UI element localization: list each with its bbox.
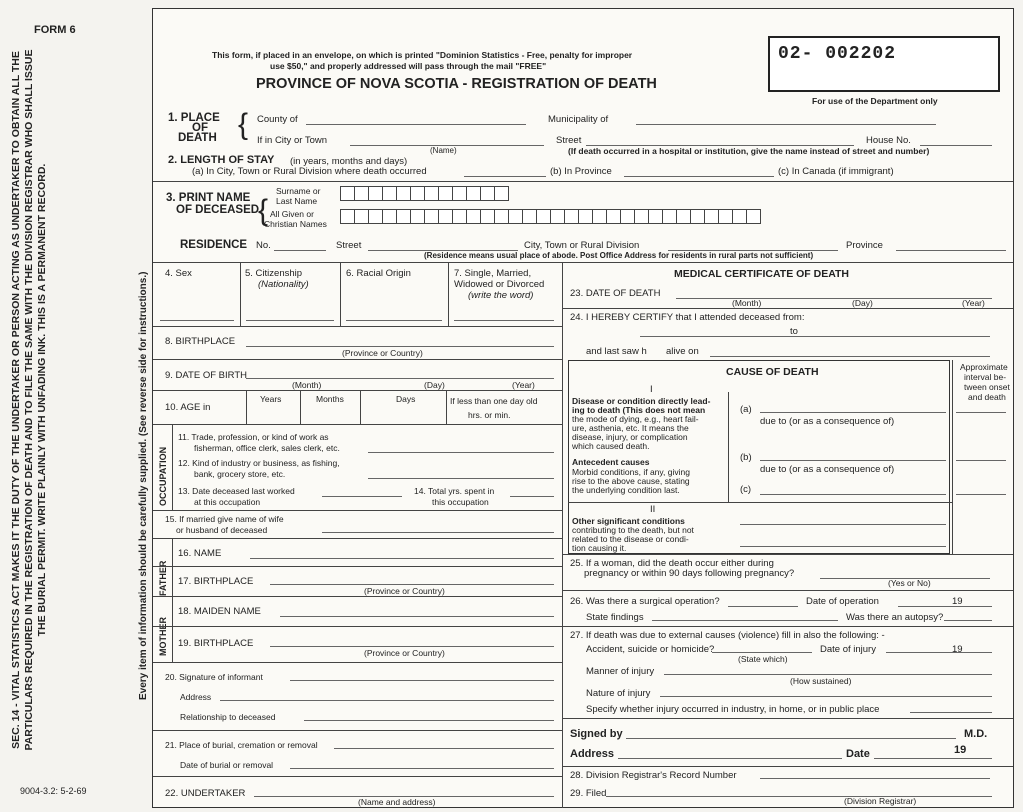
brace-icon-2: {: [258, 194, 269, 227]
form-title: PROVINCE OF NOVA SCOTIA - REGISTRATION OF DEATH: [256, 76, 657, 92]
spouse-label-2: or husband of deceased: [176, 525, 268, 535]
division-registrar-sub: (Division Registrar): [844, 796, 917, 806]
cause-a-field: [760, 412, 946, 413]
marital-label-1: 7. Single, Married,: [454, 268, 532, 279]
letter-box: [704, 209, 719, 224]
findings-field: [652, 620, 838, 621]
findings-label: State findings: [586, 612, 644, 623]
signed-date-19: 19: [954, 744, 967, 756]
letter-box: [578, 209, 593, 224]
cause-col: [728, 392, 729, 502]
place-label: 1. PLACE: [168, 112, 220, 124]
letter-box: [746, 209, 761, 224]
last-worked-2: at this occupation: [194, 497, 261, 507]
occupation-vlabel: OCCUPATION: [158, 446, 168, 506]
burial-label-1: 21. Place of burial, cremation or removal: [165, 740, 318, 750]
mail-note-2: use $50," and properly addressed will pass through the mail "FREE": [270, 61, 547, 71]
place-of-label: OF: [192, 122, 208, 134]
interval-1: Approximate: [960, 362, 1008, 372]
letter-box: [480, 186, 495, 201]
cause-b-field: [760, 460, 946, 461]
age-col-2: [300, 390, 301, 424]
letter-box: [662, 209, 677, 224]
roman-2: II: [650, 504, 656, 515]
side-notice: SEC. 14 - VITAL STATISTICS ACT MAKES IT THE DUTY OF THE UNDERTAKER OR PERSON ACTING AS UNDERTAKER TO OBTAIN ALL THE PARTICULARS REQUIRED IN THE REGISTRATION OF DEATH AND TO FILE THE SAME WITH THE DIVISION REGISTRAR WHO SHALL ISSUE THE BURIAL PERMIT. WRITE PLAINLY WITH UNFADING INK. THIS IS A PERMANENT RECORD.: [10, 49, 48, 751]
divider-16: [562, 554, 1013, 555]
industry-field: [368, 478, 554, 479]
age-hrs-min: hrs. or min.: [468, 410, 511, 420]
divider-11: [153, 626, 562, 627]
letter-box: [340, 186, 355, 201]
divider-15: [562, 308, 1013, 309]
hospital-note: (If death occurred in a hospital or institution, give the name instead of street and number): [568, 146, 930, 156]
last-seen-field: [710, 356, 990, 357]
dod-day: (Day): [852, 298, 873, 308]
op-date-label: Date of operation: [806, 596, 879, 607]
medical-certificate-title: MEDICAL CERTIFICATE OF DEATH: [674, 268, 849, 280]
informant-label: 20. Signature of informant: [165, 672, 263, 682]
signed-date-label: Date: [846, 748, 870, 760]
letter-box: [522, 209, 537, 224]
divider-18: [562, 626, 1013, 627]
birthplace-label: 8. BIRTHPLACE: [165, 336, 236, 347]
interval-col: [952, 360, 953, 554]
letter-box: [732, 209, 747, 224]
interval-c-field: [956, 494, 1006, 495]
letter-box: [606, 209, 621, 224]
autopsy-label: Was there an autopsy?: [846, 612, 944, 623]
letter-box: [382, 186, 397, 201]
age-days: Days: [396, 394, 416, 404]
letter-box: [550, 209, 565, 224]
marital-field: [454, 320, 554, 321]
last-worked-field: [322, 496, 402, 497]
roman-1: I: [650, 384, 653, 395]
cond-5: disease, injury, or complication: [572, 432, 688, 442]
res-no-label: No.: [256, 240, 271, 251]
other-1: Other significant conditions: [572, 516, 685, 526]
given-label-1: All Given or: [270, 209, 314, 219]
marital-label-3: (write the word): [468, 290, 534, 301]
divider-9: [153, 566, 562, 567]
mother-birth-field: [270, 646, 554, 647]
total-years-1: 14. Total yrs. spent in: [414, 486, 495, 496]
letter-box: [396, 186, 411, 201]
total-years-2: this occupation: [432, 497, 489, 507]
col-4-5: [240, 262, 241, 326]
op-date-field: [898, 606, 992, 607]
other-2: contributing to the death, but not: [572, 525, 694, 535]
stay-b-field: [624, 176, 774, 177]
col-6-7: [448, 262, 449, 326]
divider-1: [153, 181, 1013, 182]
spouse-field: [322, 532, 554, 533]
letter-box: [494, 209, 509, 224]
signed-by-field: [626, 738, 956, 739]
birthplace-sub: (Province or Country): [342, 348, 423, 358]
filed-field: [606, 796, 992, 797]
ante-2: Morbid conditions, if any, giving: [572, 467, 690, 477]
side-note: Every item of information should be carefully supplied. (See reverse side for instructions.): [138, 271, 149, 700]
divider-7: [153, 510, 562, 511]
citizenship-field: [246, 320, 334, 321]
letter-box: [634, 209, 649, 224]
letter-box: [340, 209, 355, 224]
column-divider: [562, 262, 563, 808]
letter-box: [424, 186, 439, 201]
letter-box: [438, 209, 453, 224]
due-to-1: due to (or as a consequence of): [760, 416, 895, 427]
interval-3: tween onset: [964, 382, 1010, 392]
stay-title: 2. LENGTH OF STAY: [168, 154, 275, 166]
mother-maiden-field: [280, 616, 554, 617]
letter-box: [466, 209, 481, 224]
specify-field: [910, 712, 992, 713]
name-sublabel: (Name): [430, 146, 457, 155]
manner-label: Manner of injury: [586, 666, 655, 677]
parents-col: [172, 538, 173, 662]
burial-place-field: [334, 748, 554, 749]
age-less-day: If less than one day old: [450, 396, 538, 406]
cause-b-label: (b): [740, 452, 752, 463]
letter-box: [690, 209, 705, 224]
letter-box: [438, 186, 453, 201]
undertaker-sub: (Name and address): [358, 797, 436, 807]
q28-label: 28. Division Registrar's Record Number: [570, 770, 737, 781]
dob-year: (Year): [512, 380, 535, 390]
undertaker-label: 22. UNDERTAKER: [165, 788, 246, 799]
burial-label-2: Date of burial or removal: [180, 760, 274, 770]
municipality-field: [636, 124, 936, 125]
certify-from-field: [640, 336, 990, 337]
mother-vlabel: MOTHER: [158, 617, 168, 656]
spouse-label-1: 15. If married give name of wife: [165, 514, 284, 524]
father-birth-label: 17. BIRTHPLACE: [178, 576, 254, 587]
cause-title: CAUSE OF DEATH: [726, 366, 819, 378]
letter-box: [620, 209, 635, 224]
letter-box: [452, 186, 467, 201]
mother-birth-label: 19. BIRTHPLACE: [178, 638, 254, 649]
surname-label-2: Last Name: [276, 196, 318, 206]
surname-boxes: [340, 186, 508, 201]
relationship-field: [304, 720, 554, 721]
trade-label-1: 11. Trade, profession, or kind of work as: [178, 432, 329, 442]
print-name-label-1: 3. PRINT NAME: [166, 192, 251, 204]
ante-4: the underlying condition last.: [572, 485, 680, 495]
op-date-19: 19: [952, 596, 963, 607]
accident-field: [712, 652, 812, 653]
interval-2: interval be-: [964, 372, 1007, 382]
age-months: Months: [316, 394, 344, 404]
autopsy-field: [944, 620, 992, 621]
county-label: County of: [257, 114, 298, 125]
letter-box: [368, 209, 383, 224]
letter-box: [396, 209, 411, 224]
q25-yesno: (Yes or No): [888, 578, 931, 588]
nature-label: Nature of injury: [586, 688, 651, 699]
interval-b-field: [956, 460, 1006, 461]
dob-day: (Day): [424, 380, 445, 390]
specify-label: Specify whether injury occurred in industry, in home, or in public place: [586, 704, 880, 715]
how-sustained: (How sustained): [790, 676, 852, 686]
father-name-label: 16. NAME: [178, 548, 222, 559]
dod-label: 23. DATE OF DEATH: [570, 288, 661, 299]
certify-to: to: [790, 326, 798, 337]
manner-field: [664, 674, 992, 675]
print-name-label-2: OF DECEASED: [176, 204, 260, 216]
q27-label: 27. If death was due to external causes (violence) fill in also the following: -: [570, 630, 885, 641]
father-vlabel: FATHER: [158, 560, 168, 596]
interval-a-field: [956, 412, 1006, 413]
given-label-2: Christian Names: [264, 219, 327, 229]
dob-field: [246, 378, 554, 379]
given-boxes: [340, 209, 760, 224]
cond-6: which caused death.: [572, 441, 650, 451]
brace-icon: {: [238, 108, 249, 141]
letter-box: [494, 186, 509, 201]
letter-box: [382, 209, 397, 224]
letter-box: [676, 209, 691, 224]
res-no-field: [274, 250, 326, 251]
cause-a-label: (a): [740, 404, 752, 415]
letter-box: [536, 209, 551, 224]
letter-box: [354, 186, 369, 201]
stay-units: (in years, months and days): [290, 156, 408, 167]
mother-maiden-label: 18. MAIDEN NAME: [178, 606, 261, 617]
letter-box: [424, 209, 439, 224]
divider-17: [562, 590, 1013, 591]
place-death-label: DEATH: [178, 132, 217, 144]
physician-address-field: [618, 758, 842, 759]
letter-box: [410, 209, 425, 224]
other-field-2: [740, 546, 946, 547]
res-province-field: [896, 250, 1006, 251]
letter-box: [592, 209, 607, 224]
divider-19: [562, 718, 1013, 719]
informant-field: [290, 680, 554, 681]
divider-14: [153, 776, 562, 777]
divider-20: [562, 766, 1013, 767]
registration-number: 02- 002202: [778, 44, 897, 64]
dept-use-label: For use of the Department only: [812, 96, 938, 106]
father-birth-field: [270, 584, 554, 585]
burial-date-field: [290, 768, 554, 769]
injury-date-field: [886, 652, 992, 653]
stay-c-label: (c) In Canada (if immigrant): [778, 166, 894, 177]
letter-box: [354, 209, 369, 224]
industry-label-2: bank, grocery store, etc.: [194, 469, 286, 479]
stay-b-label: (b) In Province: [550, 166, 612, 177]
accident-label: Accident, suicide or homicide?: [586, 644, 715, 655]
father-name-field: [250, 558, 554, 559]
divider-4: [153, 359, 562, 360]
interval-4: and death: [968, 392, 1006, 402]
mother-birth-sub: (Province or Country): [364, 648, 445, 658]
divider-12: [153, 662, 562, 663]
marital-label-2: Widowed or Divorced: [454, 279, 545, 290]
house-no-label: House No.: [866, 135, 911, 146]
col-5-6: [340, 262, 341, 326]
due-to-2: due to (or as a consequence of): [760, 464, 895, 475]
ante-3: rise to the above cause, stating: [572, 476, 690, 486]
divider-3: [153, 326, 562, 327]
injury-date-label: Date of injury: [820, 644, 876, 655]
mail-note-1: This form, if placed in an envelope, on which is printed "Dominion Statistics - Free, penalty for improper: [212, 50, 633, 60]
md-label: M.D.: [964, 728, 988, 740]
record-number-field: [760, 778, 990, 779]
signed-by-label: Signed by: [570, 728, 623, 740]
divider-10: [153, 596, 562, 597]
racial-field: [346, 320, 442, 321]
ante-1: Antecedent causes: [572, 457, 650, 467]
occupation-col: [172, 424, 173, 510]
letter-box: [564, 209, 579, 224]
residence-label: RESIDENCE: [180, 239, 248, 251]
dob-month: (Month): [292, 380, 322, 390]
res-province-label: Province: [846, 240, 883, 251]
last-saw-label: and last saw h: [586, 346, 647, 357]
divider-8: [153, 538, 562, 539]
sex-field: [160, 320, 234, 321]
q25-label-1: 25. If a woman, did the death occur either during: [570, 558, 774, 569]
city-town-label: If in City or Town: [257, 135, 328, 146]
letter-box: [508, 209, 523, 224]
divider-2: [153, 262, 1013, 263]
res-street-label: Street: [336, 240, 362, 251]
citizenship-label: 5. Citizenship: [245, 268, 303, 279]
father-birth-sub: (Province or Country): [364, 586, 445, 596]
trade-field: [368, 452, 554, 453]
letter-box: [480, 209, 495, 224]
age-col-3: [360, 390, 361, 424]
q26-label: 26. Was there a surgical operation?: [570, 596, 720, 607]
letter-box: [410, 186, 425, 201]
street-label: Street: [556, 135, 582, 146]
state-which: (State which): [738, 654, 788, 664]
age-col-1: [246, 390, 247, 424]
dob-label: 9. DATE OF BIRTH: [165, 370, 247, 381]
cond-4: ure, asthenia, etc. It means the: [572, 423, 689, 433]
municipality-label: Municipality of: [548, 114, 609, 125]
cond-3: the mode of dying, e.g., heart fail-: [572, 414, 699, 424]
nature-field: [660, 696, 992, 697]
certify-label: 24. I HEREBY CERTIFY that I attended deceased from:: [570, 312, 805, 323]
stay-a-field: [464, 176, 546, 177]
total-years-field: [510, 496, 554, 497]
letter-box: [718, 209, 733, 224]
dod-field: [676, 298, 992, 299]
nationality-label: (Nationality): [258, 279, 309, 290]
dod-month: (Month): [732, 298, 762, 308]
letter-box: [452, 209, 467, 224]
res-city-label: City, Town or Rural Division: [524, 240, 640, 251]
house-no-field: [920, 145, 992, 146]
cond-1: Disease or condition directly lead-: [572, 396, 711, 406]
cause-divider: [568, 502, 952, 503]
cause-c-field: [760, 494, 946, 495]
informant-address-field: [220, 700, 554, 701]
stay-a-label: (a) In City, Town or Rural Division where death occurred: [192, 166, 427, 177]
letter-box: [368, 186, 383, 201]
industry-label-1: 12. Kind of industry or business, as fishing,: [178, 458, 340, 468]
county-field: [306, 124, 526, 125]
last-worked-1: 13. Date deceased last worked: [178, 486, 295, 496]
racial-label: 6. Racial Origin: [346, 268, 411, 279]
signed-date-field: [874, 758, 992, 759]
res-note: (Residence means usual place of abode. Post Office Address for residents in rural parts not sufficient): [424, 251, 814, 260]
dod-year: (Year): [962, 298, 985, 308]
other-4: tion causing it.: [572, 543, 627, 553]
divider-13: [153, 730, 562, 731]
birthplace-field: [246, 346, 554, 347]
age-col-4: [446, 390, 447, 424]
other-3: related to the disease or condi-: [572, 534, 689, 544]
injury-date-19: 19: [952, 644, 963, 655]
cause-c-label: (c): [740, 484, 752, 495]
relationship-label: Relationship to deceased: [180, 712, 276, 722]
cond-2: ing to death (This does not mean: [572, 405, 706, 415]
letter-box: [466, 186, 481, 201]
physician-address-label: Address: [570, 748, 615, 760]
divider-6: [153, 424, 562, 425]
surname-label-1: Surname or: [276, 186, 321, 196]
letter-box: [648, 209, 663, 224]
trade-label-2: fisherman, office clerk, sales clerk, etc.: [194, 443, 340, 453]
sex-label: 4. Sex: [165, 268, 192, 279]
form-number: FORM 6: [34, 24, 76, 36]
q25-label-2: pregnancy or within 90 days following pregnancy?: [584, 568, 795, 579]
informant-address-label: Address: [180, 692, 212, 702]
alive-on-label: alive on: [666, 346, 699, 357]
divider-5: [153, 390, 562, 391]
q26-field: [728, 606, 798, 607]
print-code: 9004-3.2: 5-2-69: [20, 786, 87, 796]
q29-label: 29. Filed: [570, 788, 607, 799]
age-years: Years: [260, 394, 282, 404]
other-field-1: [740, 524, 946, 525]
age-label: 10. AGE in: [165, 402, 211, 413]
